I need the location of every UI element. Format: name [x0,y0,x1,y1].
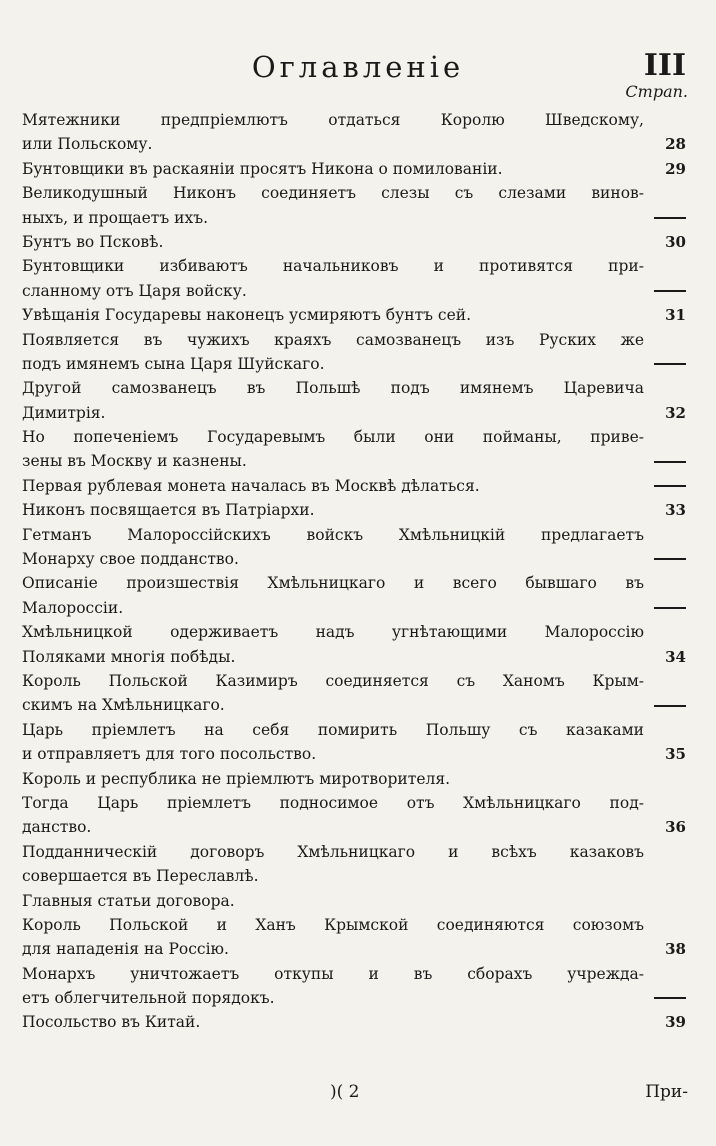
toc-entry-line: Поляками многія побѣды. [22,647,236,666]
toc-entry-line: Бунтовщики въ раскаяніи просятъ Никона о помилованіи. [22,159,503,178]
toc-entry [22,1010,690,1034]
toc-ditto-dash [654,558,686,560]
toc-entry-line: Увѣщанія Государевы наконецъ усмиряютъ бунтъ сей. [22,306,472,325]
toc-entry-line: зены въ Москву и казнены. [22,452,247,471]
toc-entry [22,523,690,572]
toc-entry-line: Димитрія. [22,403,106,422]
toc-page-number: 39 [665,1013,686,1032]
toc-entry-line: Тогда Царь пріемлетъ подносимое отъ Хмѣльницкаго под- [22,793,644,812]
toc-page-number: 28 [665,135,686,154]
toc-entry [22,181,690,230]
toc-entry [22,962,690,1011]
toc-ditto-dash [654,705,686,707]
toc-entry [22,157,690,181]
toc-entry-line: Хмѣльницкой одерживаетъ надъ угнѣтающими Малороссію [22,623,644,642]
toc-entry [22,620,690,669]
toc-entry-line: Царь пріемлетъ на себя помирить Польшу съ казаками [22,720,644,739]
toc-page-number: 34 [665,647,686,666]
toc-entry [22,474,690,498]
toc-entry-line: и отправляетъ для того посольство. [22,745,317,764]
toc-entry-line: ныхъ, и прощаетъ ихъ. [22,208,209,227]
catchword: При- [645,1082,688,1102]
toc-entry-line: Описаніе произшествія Хмѣльницкаго и всего бывшаго въ [22,574,644,593]
toc-entry-line: Бунтъ во Псковѣ. [22,232,164,251]
toc-entry-line: Великодушный Никонъ соединяетъ слезы съ слезами винов- [22,184,644,203]
toc-entry-line: Король Польской Казимиръ соединяется съ Ханомъ Крым- [22,671,644,690]
toc-entry-line: скимъ на Хмѣльницкаго. [22,696,225,715]
toc-ditto-dash [654,997,686,999]
toc-entry-line: или Польскому. [22,135,153,154]
toc-page-number: 31 [665,306,686,325]
toc-entry-line: етъ облегчительной порядокъ. [22,989,275,1008]
toc-page-number: 36 [665,818,686,837]
toc-entry [22,718,690,767]
toc-entry [22,376,690,425]
toc-entry [22,669,690,718]
toc-entry-line: Король и республика не пріемлютъ миротворителя. [22,769,451,788]
toc-entry [22,230,690,254]
toc-entry-line: Малороссіи. [22,598,124,617]
toc-ditto-dash [654,217,686,219]
toc-entry [22,254,690,303]
toc-ditto-dash [654,607,686,609]
toc-entry-line: данство. [22,818,92,837]
page-number: III [643,48,686,83]
toc-entry [22,840,690,889]
toc-entry-line: для нападенія на Россію. [22,940,229,959]
toc-entry [22,791,690,840]
signature-mark: )( 2 [330,1082,360,1102]
toc-entry-line: подъ имянемъ сына Царя Шуйскаго. [22,354,325,373]
table-of-contents [22,108,690,1035]
toc-entry [22,425,690,474]
toc-ditto-dash [654,290,686,292]
toc-entry-line: Мятежники предпріемлютъ отдаться Королю Шведскому, [22,111,644,129]
toc-entry-line: Появляется въ чужихъ краяхъ самозванецъ изъ Руских же [22,330,644,349]
toc-entry [22,328,690,377]
page-column-label: Страп. [625,82,688,101]
toc-entry-line: Гетманъ Малороссійскихъ войскъ Хмѣльницкій предлагаетъ [22,525,644,544]
toc-entry-line: Другой самозванецъ въ Польшѣ подъ имянемъ Царевича [22,379,644,398]
toc-ditto-dash [654,363,686,365]
toc-entry [22,571,690,620]
toc-entry-line: Монарху свое подданство. [22,550,239,569]
toc-entry [22,913,690,962]
toc-entry-line: совершается въ Переславлѣ. [22,867,259,886]
toc-page-number: 35 [665,745,686,764]
toc-entry-line: Посольство въ Китай. [22,1013,201,1032]
toc-entry [22,767,690,791]
toc-entry [22,498,690,522]
toc-entry [22,889,690,913]
toc-entry [22,303,690,327]
toc-entry-line: Бунтовщики избиваютъ начальниковъ и противятся при- [22,257,644,276]
toc-page-number: 32 [665,403,686,422]
toc-ditto-dash [654,485,686,487]
toc-ditto-dash [654,461,686,463]
toc-entry-line: Подданническій договоръ Хмѣльницкаго и всѣхъ казаковъ [22,842,644,861]
toc-entry-line: Монархъ уничтожаетъ откупы и въ сборахъ учрежда- [22,964,644,983]
toc-page-number: 33 [665,501,686,520]
toc-entry-line: сланному отъ Царя войску. [22,281,247,300]
toc-page-number: 29 [665,159,686,178]
toc-entry-line: Но попеченіемъ Государевымъ были они пойманы, приве- [22,428,644,447]
toc-entry-line: Король Польской и Ханъ Крымской соединяются союзомъ [22,915,644,934]
toc-page-number: 30 [665,232,686,251]
toc-page-number: 38 [665,940,686,959]
toc-entry [22,108,690,157]
toc-entry-line: Главныя статьи договора. [22,891,235,910]
toc-entry-line: Никонъ посвящается въ Патріархи. [22,501,315,520]
toc-entry-line: Первая рублевая монета началась въ Москвѣ дѣлаться. [22,476,480,495]
page-title: Оглавленіе [251,50,465,84]
